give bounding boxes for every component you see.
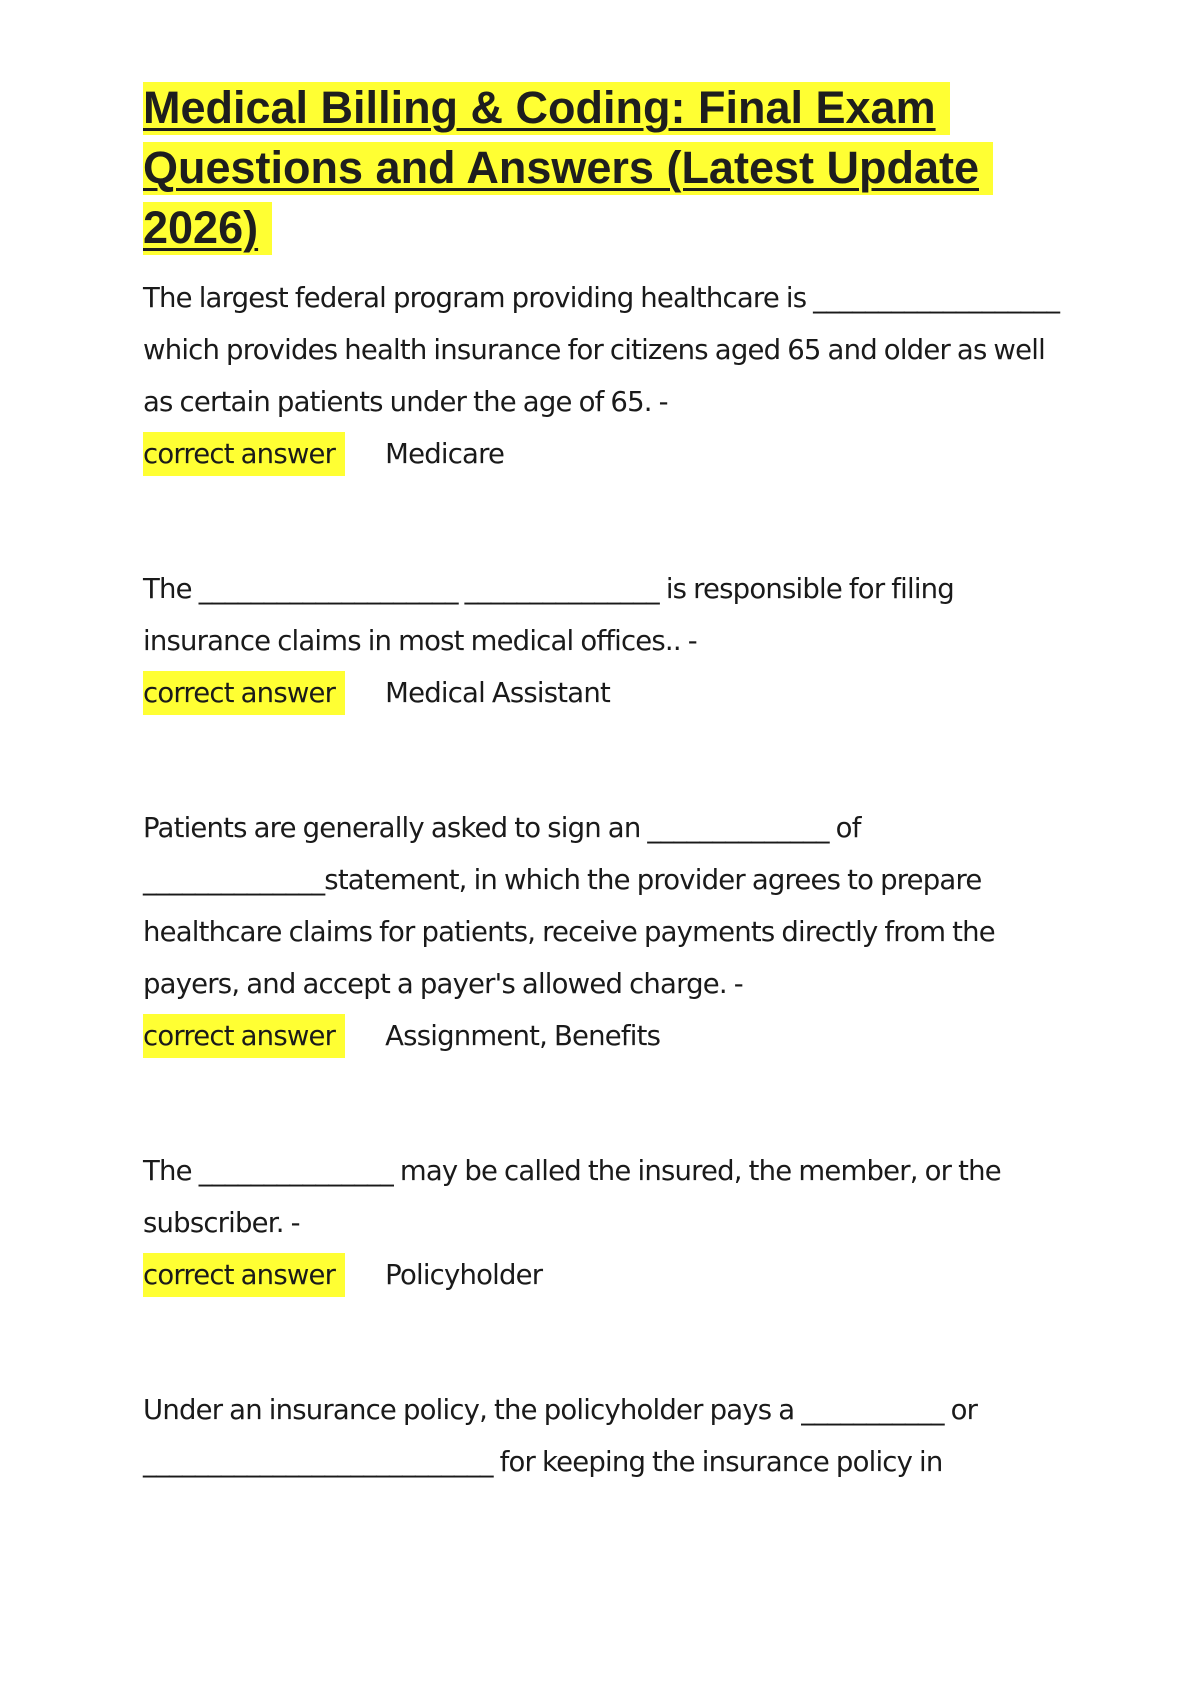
answer-value: Assignment, Benefits (385, 1020, 661, 1052)
question-text: The _______________ may be called the insured, the member, or the subscriber. - (143, 1155, 1008, 1239)
answer-value: Policyholder (385, 1259, 543, 1291)
question-text: Under an insurance policy, the policyholder pays a ___________ or ___________________________ for keeping the insurance policy in (143, 1394, 985, 1478)
title-highlight: Medical Billing & Coding: Final Exam Questions and Answers (Latest Update 2026) (143, 82, 993, 255)
answer-line (143, 1010, 1073, 1062)
question-block (143, 1145, 1073, 1301)
question-block (143, 563, 1073, 719)
answer-value: Medicare (385, 438, 505, 470)
answer-line (143, 428, 1073, 480)
document-page (143, 78, 1073, 1488)
answer-line (143, 1249, 1073, 1301)
question-block (143, 272, 1073, 480)
question-text: The largest federal program providing healthcare is ___________________ which provides health insurance for citizens aged 65 and older as well as certain patients under the age of 65. - (143, 282, 1067, 418)
answer-value: Medical Assistant (385, 677, 610, 709)
answer-line (143, 667, 1073, 719)
correct-answer-label: correct answer (143, 671, 345, 715)
document-title (143, 78, 1073, 258)
correct-answer-label: correct answer (143, 432, 345, 476)
question-block (143, 1384, 1073, 1488)
question-block (143, 802, 1073, 1062)
question-text: Patients are generally asked to sign an ______________ of ______________statement, in which the provider agrees to prepare healthcare claims for patients, receive payments directly from the payers, and accept a payer's allowed charge. - (143, 812, 1002, 1000)
correct-answer-label: correct answer (143, 1253, 345, 1297)
correct-answer-label: correct answer (143, 1014, 345, 1058)
question-text: The ____________________ _______________ is responsible for filing insurance claims in most medical offices.. - (143, 573, 961, 657)
